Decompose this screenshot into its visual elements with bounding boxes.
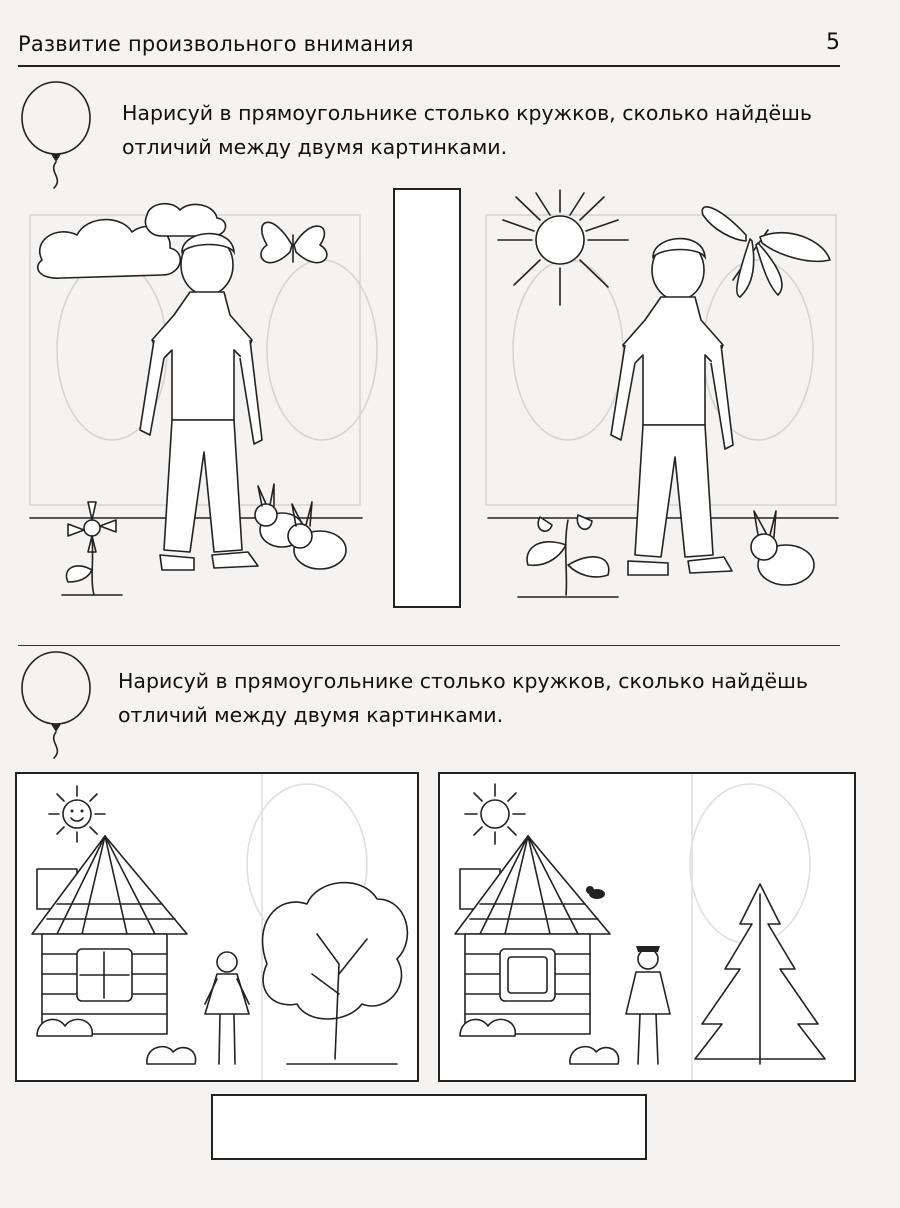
exercise-2-instruction [118, 664, 838, 732]
log-house-icon [455, 836, 619, 1064]
boy-icon [140, 234, 262, 570]
bird-icon [586, 886, 605, 899]
header-divider [18, 65, 840, 67]
instruction-line: отличий между двумя картинками. [122, 135, 508, 159]
instruction-line: Нарисуй в прямоугольнике столько кружков, сколько найдёшь [118, 669, 808, 693]
balloon-icon [18, 650, 98, 760]
sun-icon [465, 784, 525, 844]
exercise-1-instruction [122, 96, 842, 164]
section-divider [18, 645, 840, 646]
page-header-title: Развитие произвольного внимания [18, 32, 414, 56]
log-house-icon [32, 836, 196, 1064]
exercise-2-answer-box[interactable] [211, 1094, 647, 1160]
boy-icon [626, 946, 670, 1064]
butterfly-icon [261, 222, 327, 262]
fir-tree-icon [695, 884, 825, 1064]
instruction-line: отличий между двумя картинками. [118, 703, 504, 727]
exercise-1-answer-box[interactable] [393, 188, 461, 608]
exercise-1-right-picture [478, 185, 848, 610]
strawberry-plant-icon [518, 515, 618, 597]
exercise-2-right-picture [438, 772, 856, 1082]
balloon-icon [18, 80, 98, 190]
smiling-sun-icon [49, 786, 105, 842]
girl-icon [205, 952, 249, 1064]
rabbit-icon [751, 511, 814, 585]
instruction-line: Нарисуй в прямоугольнике столько кружков, сколько найдёшь [122, 101, 812, 125]
rabbits-icon [255, 484, 346, 569]
exercise-2-left-picture [15, 772, 419, 1082]
page-number: 5 [826, 30, 840, 55]
exercise-1-left-picture [22, 190, 382, 610]
flower-icon [62, 502, 122, 595]
deciduous-tree-icon [263, 883, 408, 1064]
